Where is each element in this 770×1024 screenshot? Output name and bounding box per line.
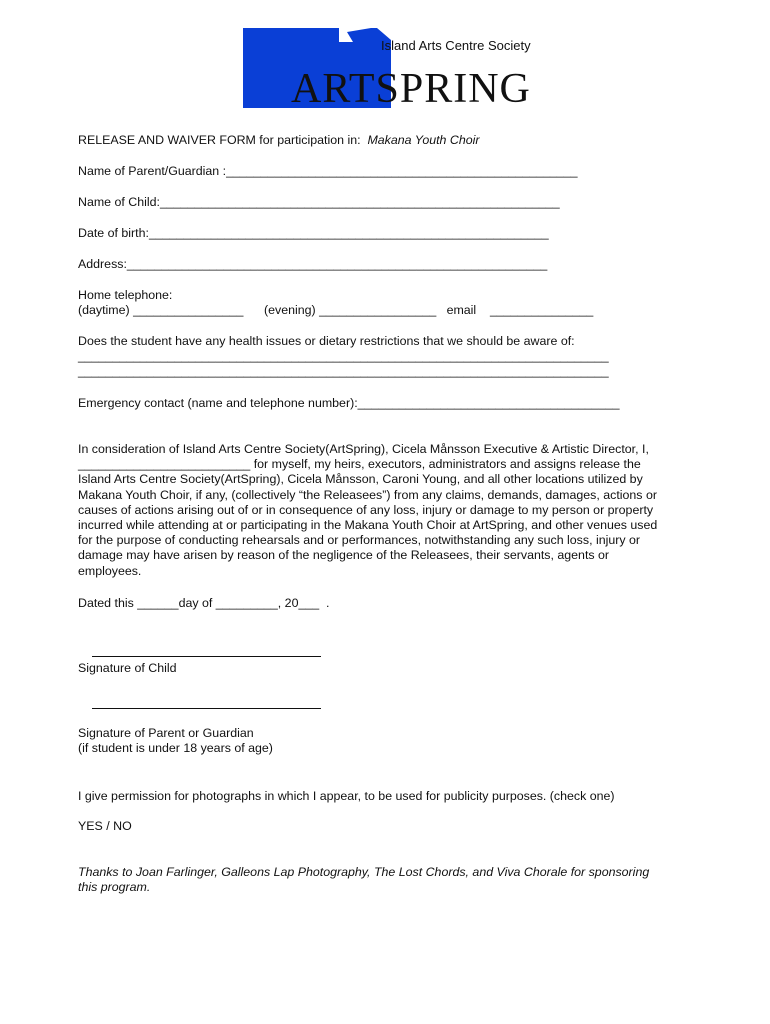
address-field[interactable]: Address:_____________________________________________________________ (78, 257, 548, 271)
child-name-field[interactable]: Name of Child:__________________________________________________________ (78, 195, 560, 209)
parent-name-field[interactable]: Name of Parent/Guardian :___________________________________________________ (78, 164, 578, 178)
parent-signature-line[interactable] (92, 708, 321, 709)
phone-email-fields[interactable]: (daytime) ________________ (evening) _________________ email _______________ (78, 303, 594, 317)
logo-wordmark: ARTSPRING (291, 66, 531, 108)
sponsor-thanks: Thanks to Joan Farlinger, Galleons Lap Photography, The Lost Chords, and Viva Chorale for sponsoring this program. (78, 865, 650, 895)
logo-graphic (243, 28, 533, 108)
dated-line[interactable]: Dated this ______day of _________, 20___ . (78, 596, 330, 610)
health-answer-line-1[interactable]: _____________________________________________________________________________ (78, 349, 609, 363)
date-of-birth-field[interactable]: Date of birth:__________________________________________________________ (78, 226, 549, 240)
parent-signature-label: Signature of Parent or Guardian (78, 726, 254, 740)
child-signature-label: Signature of Child (78, 661, 177, 675)
artspring-logo (243, 28, 533, 108)
title-prefix: RELEASE AND WAIVER FORM for participation in: (78, 133, 361, 147)
child-signature-line[interactable] (92, 656, 321, 657)
photo-permission-text: I give permission for photographs in which I appear, to be used for publicity purposes. (check one) (78, 789, 615, 803)
release-paragraph: In consideration of Island Arts Centre Society(ArtSpring), Cicela Månsson Executive & Artistic Director, I, _________________________ for myself, my heirs, executors, administrators and assigns release the Island Arts Centre Society(ArtSpring), Cicela Månsson, Caroni Young, and all other locations utilized by Makana Youth Choir, if any, (collectively “the Releasees”) from any claims, demands, damages, actions or causes of actions arising out of or in consequence of any loss, injury or damage to my person or property incurred while attending at or participating in the Makana Youth Choir at ArtSpring, and other venues used for the purpose of conducting rehearsals and or performances, notwithstanding any such loss, injury or damage may have arisen by reason of the negligence of the Releasees, their servants, agents or employees. (78, 442, 658, 578)
form-title (78, 133, 480, 148)
logo-org-name: Island Arts Centre Society (381, 38, 531, 53)
health-question: Does the student have any health issues or dietary restrictions that we should be aware of: (78, 334, 575, 348)
parent-signature-note: (if student is under 18 years of age) (78, 741, 273, 755)
home-telephone-label: Home telephone: (78, 288, 173, 302)
health-answer-line-2[interactable]: _____________________________________________________________________________ (78, 364, 609, 378)
yes-no-choice[interactable]: YES / NO (78, 819, 132, 833)
program-name: Makana Youth Choir (367, 133, 480, 147)
emergency-contact-field[interactable]: Emergency contact (name and telephone number):______________________________________ (78, 396, 620, 410)
